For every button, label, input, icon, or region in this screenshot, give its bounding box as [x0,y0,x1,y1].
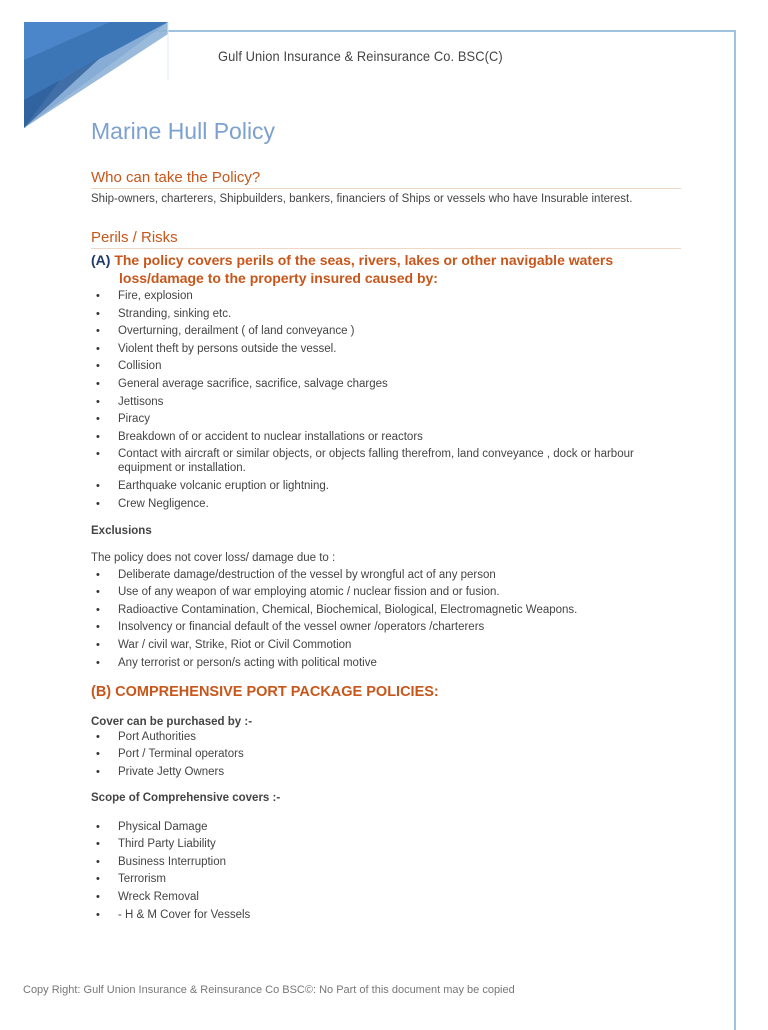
port-heading: (B) COMPREHENSIVE PORT PACKAGE POLICIES: [91,683,439,700]
perils-a-label: (A) [91,252,111,268]
exclusions-section [91,525,681,670]
list-item: • Radioactive Contamination, Chemical, Biochemical, Biological, Electromagnetic Weapons. [91,603,681,617]
perils-a-line1: The policy covers perils of the seas, rivers, lakes or other navigable waters [114,252,614,268]
who-section [91,169,681,207]
port-section [91,684,681,922]
list-item: • - H & M Cover for Vessels [91,908,681,922]
company-header: Gulf Union Insurance & Reinsurance Co. BSC(C) [218,48,503,64]
who-heading: Who can take the Policy? [91,169,681,189]
list-item: • Port / Terminal operators [91,747,681,761]
perils-a-line2: loss/damage to the property insured caused by: [119,270,438,286]
list-item: • Stranding, sinking etc. [91,307,681,321]
purchasers-list [91,730,681,779]
scope-heading: Scope of Comprehensive covers :- [91,791,281,804]
copyright-footer: Copy Right: Gulf Union Insurance & Reinsurance Co BSC©: No Part of this document may be copied [23,984,515,996]
list-item: • Terrorism [91,872,681,886]
list-item: • Earthquake volcanic eruption or lightning. [91,479,681,493]
perils-heading: Perils / Risks [91,229,681,249]
exclusions-intro: The policy does not cover loss/ damage due to : [91,551,336,564]
list-item: • Overturning, derailment ( of land conveyance ) [91,324,681,338]
list-item: • Physical Damage [91,820,681,834]
exclusions-heading: Exclusions [91,524,152,537]
perils-a-heading [91,251,681,287]
list-item: • Use of any weapon of war employing atomic / nuclear fission and or fusion. [91,585,681,599]
list-item: • Private Jetty Owners [91,765,681,779]
purchase-heading: Cover can be purchased by :- [91,715,253,728]
list-item: • Insolvency or financial default of the vessel owner /operators /charterers [91,620,681,634]
perils-list [91,289,681,511]
list-item: • Port Authorities [91,730,681,744]
list-item: • General average sacrifice, sacrifice, salvage charges [91,377,681,391]
list-item: • Business Interruption [91,855,681,869]
exclusions-list [91,568,681,670]
list-item: • Piracy [91,412,681,426]
list-item: • Jettisons [91,395,681,409]
document-title: Marine Hull Policy [91,118,276,144]
list-item: • Collision [91,359,681,373]
list-item: • Wreck Removal [91,890,681,904]
list-item: • Any terrorist or person/s acting with political motive [91,656,681,670]
who-text: Ship-owners, charterers, Shipbuilders, bankers, financiers of Ships or vessels who have Insurable interest. [91,193,633,205]
scope-list [91,820,681,922]
list-item: • Fire, explosion [91,289,681,303]
corner-logo-graphic [0,0,170,130]
list-item: • Third Party Liability [91,837,681,851]
list-item: • Breakdown of or accident to nuclear installations or reactors [91,430,681,444]
list-item: • Deliberate damage/destruction of the vessel by wrongful act of any person [91,568,681,582]
document-content [91,118,681,925]
list-item: • War / civil war, Strike, Riot or Civil Commotion [91,638,681,652]
list-item: • Violent theft by persons outside the vessel. [91,342,681,356]
perils-section [91,229,681,511]
list-item: • Crew Negligence. [91,497,681,511]
list-item: • Contact with aircraft or similar objects, or objects falling therefrom, land conveyance , dock or harbour equipment or installation. [91,447,681,475]
